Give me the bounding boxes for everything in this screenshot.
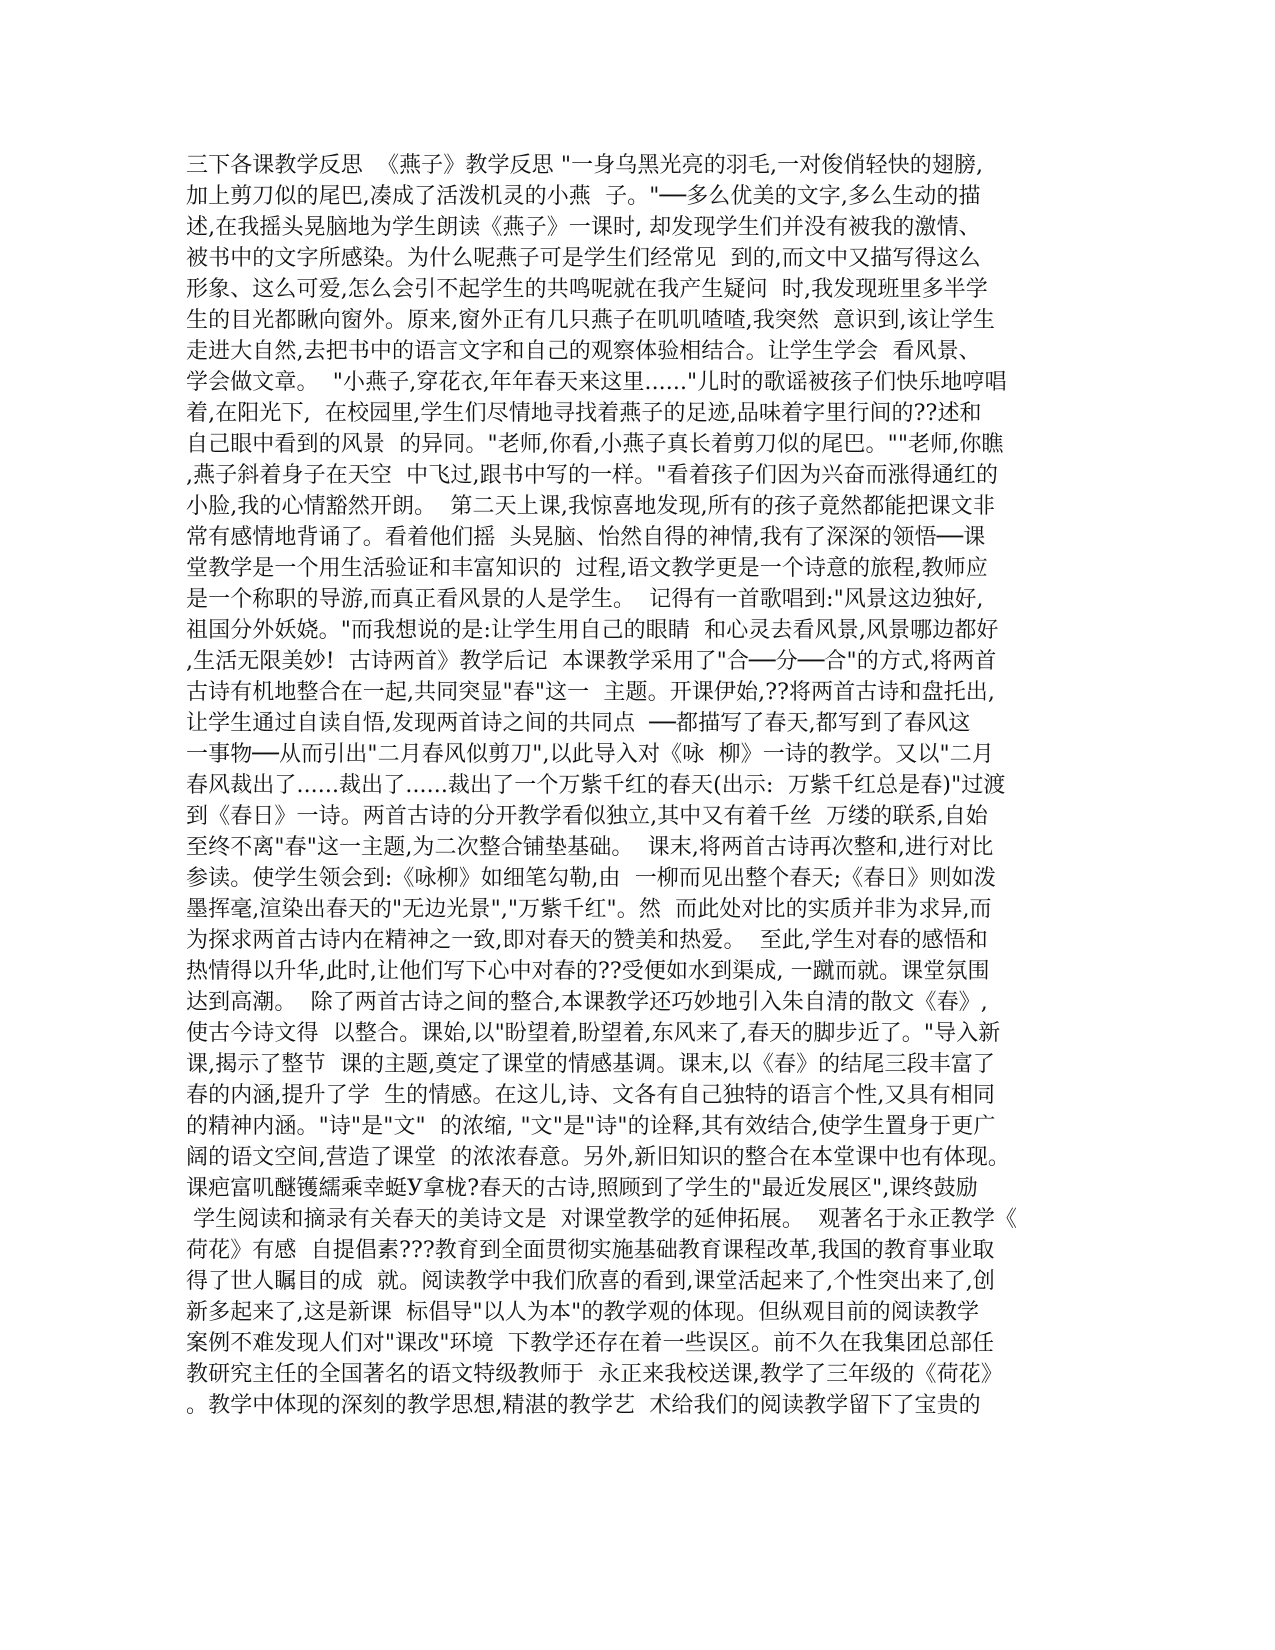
text-line: 课疤富叽醚镬繻乘幸蜓У拿栊?春天的古诗,照顾到了学生的"最近发展区",课终鼓励 xyxy=(186,1176,978,1201)
text-line: 生的目光都瞅向窗外。原来,窗外正有几只燕子在叽叽喳喳,我突然 意识到,该让学生 xyxy=(186,308,995,333)
text-line: 走进大自然,去把书中的语言文字和自己的观察体验相结合。让学生学会 看风景、 xyxy=(186,339,981,364)
text-line: 古诗有机地整合在一起,共同突显"春"这一 主题。开课伊始,??将两首古诗和盘托出, xyxy=(186,680,995,705)
text-line: 春的内涵,提升了学 生的情感。在这儿,诗、文各有自己独特的语言个性,又具有相同 xyxy=(186,1083,995,1108)
text-line: 堂教学是一个用生活验证和丰富知识的 过程,语文教学更是一个诗意的旅程,教师应 xyxy=(186,556,988,581)
text-line: 。教学中体现的深刻的教学思想,精湛的教学艺 术给我们的阅读教学留下了宝贵的 xyxy=(186,1393,981,1418)
text-line: 新多起来了,这是新课 标倡导"以人为本"的教学观的体现。但纵观目前的阅读教学 xyxy=(186,1300,980,1325)
text-line: 教研究主任的全国著名的语文特级教师于 永正来我校送课,教学了三年级的《荷花》 xyxy=(186,1362,1003,1387)
text-line: 形象、这么可爱,怎么会引不起学生的共鸣呢就在我产生疑问 时,我发现班里多半学 xyxy=(186,277,988,302)
text-line: 到《春日》一诗。两首古诗的分开教学看似独立,其中又有着千丝 万缕的联系,自始 xyxy=(186,804,988,829)
body-text xyxy=(186,150,1106,1421)
text-line: 学生阅读和摘录有关春天的美诗文是 对课堂教学的延伸拓展。 观著名于永正教学《 xyxy=(186,1207,1018,1232)
text-line: 使古今诗文得 以整合。课始,以"盼望着,盼望着,东风来了,春天的脚步近了。"导入新 xyxy=(186,1021,1001,1046)
text-line: 达到高潮。 除了两首古诗之间的整合,本课教学还巧妙地引入朱自清的散文《春》, xyxy=(186,990,988,1015)
text-line: 春风裁出了......裁出了......裁出了一个万紫千红的春天(出示: 万紫千红总是春)"过渡 xyxy=(186,773,1006,798)
text-line: 得了世人瞩目的成 就。阅读教学中我们欣喜的看到,课堂活起来了,个性突出来了,创 xyxy=(186,1269,995,1294)
text-line: 常有感情地背诵了。看着他们摇 头晃脑、怡然自得的神情,我有了深深的领悟──课 xyxy=(186,525,986,550)
text-line: 述,在我摇头晃脑地为学生朗读《燕子》一课时, 却发现学生们并没有被我的激情、 xyxy=(186,215,981,240)
text-line: 学会做文章。 "小燕子,穿花衣,年年春天来这里......"儿时的歌谣被孩子们快乐地哼唱 xyxy=(186,370,1007,395)
text-line: 荷花》有感 自提倡素???教育到全面贯彻实施基础教育课程改革,我国的教育事业取 xyxy=(186,1238,995,1263)
text-line: 加上剪刀似的尾巴,凑成了活泼机灵的小燕 子。"──多么优美的文字,多么生动的描 xyxy=(186,184,981,209)
text-line: 着,在阳光下, 在校园里,学生们尽情地寻找着燕子的足迹,品味着字里行间的??述和 xyxy=(186,401,982,426)
text-line: 是一个称职的导游,而真正看风景的人是学生。 记得有一首歌唱到:"风景这边独好, xyxy=(186,587,984,612)
text-line: 小脸,我的心情豁然开朗。 第二天上课,我惊喜地发现,所有的孩子竟然都能把课文非 xyxy=(186,494,995,519)
text-line: 自己眼中看到的风景 的异同。"老师,你看,小燕子真长着剪刀似的尾巴。""老师,你瞧 xyxy=(186,432,1004,457)
text-line: 阔的语文空间,营造了课堂 的浓浓春意。另外,新旧知识的整合在本堂课中也有体现。 xyxy=(186,1145,1010,1170)
text-line: 案例不难发现人们对"课改"环境 下教学还存在着一些误区。前不久在我集团总部任 xyxy=(186,1331,995,1356)
text-line: 的精神内涵。"诗"是"文" 的浓缩, "文"是"诗"的诠释,其有效结合,使学生置身于更广 xyxy=(186,1114,996,1139)
text-line: 参读。使学生领会到:《咏柳》如细笔勾勒,由 一柳而见出整个春天;《春日》则如泼 xyxy=(186,866,996,891)
text-line: 课,揭示了整节 课的主题,奠定了课堂的情感基调。课末,以《春》的结尾三段丰富了 xyxy=(186,1052,995,1077)
text-line: ,燕子斜着身子在天空 中飞过,跟书中写的一样。"看着孩子们因为兴奋而涨得通红的 xyxy=(186,463,999,488)
text-line: 热情得以升华,此时,让他们写下心中对春的??受便如水到渠成, 一蹴而就。课堂氛围 xyxy=(186,959,990,984)
text-line: 让学生通过自读自悟,发现两首诗之间的共同点 ──都描写了春天,都写到了春风这 xyxy=(186,711,971,736)
text-line: 三下各课教学反思 《燕子》教学反思 "一身乌黑光亮的羽毛,一对俊俏轻快的翅膀, xyxy=(186,153,984,178)
text-line: 为探求两首古诗内在精神之一致,即对春天的赞美和热爱。 至此,学生对春的感悟和 xyxy=(186,928,988,953)
text-line: 一事物──从而引出"二月春风似剪刀",以此导入对《咏 柳》一诗的教学。又以"二月 xyxy=(186,742,994,767)
text-line: 墨挥毫,渲染出春天的"无边光景","万紫千红"。然 而此处对比的实质并非为求异,而 xyxy=(186,897,992,922)
text-line: 至终不离"春"这一主题,为二次整合铺垫基础。 课末,将两首古诗再次整和,进行对比 xyxy=(186,835,994,860)
text-line: 被书中的文字所感染。为什么呢燕子可是学生们经常见 到的,而文中又描写得这么 xyxy=(186,246,981,271)
text-line: ,生活无限美妙! 古诗两首》教学后记 本课教学采用了"合──分──合"的方式,将两首 xyxy=(186,649,997,674)
text-line: 祖国分外妖娆。"而我想说的是:让学生用自己的眼睛 和心灵去看风景,风景哪边都好 xyxy=(186,618,999,643)
